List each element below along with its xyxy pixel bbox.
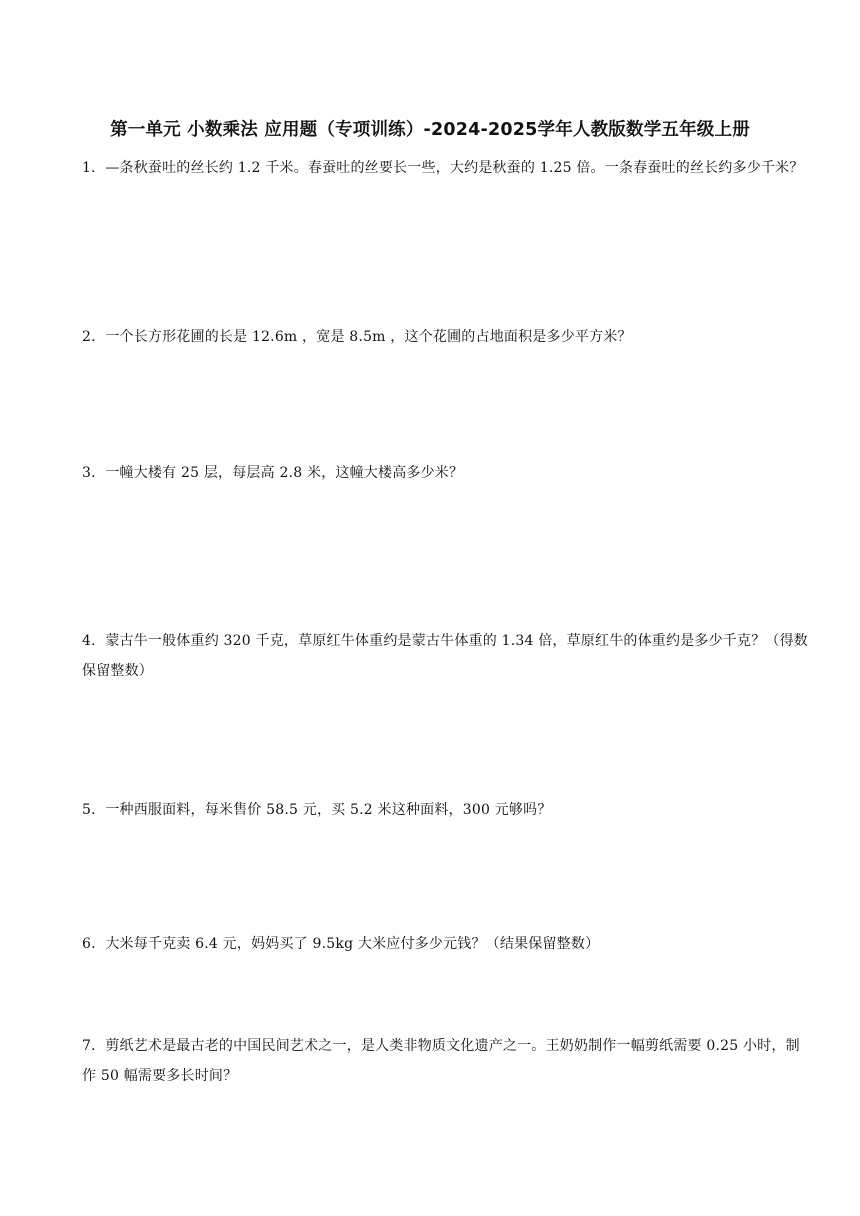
question-text: 一个长方形花圃的长是 12.6m ，宽是 8.5m ，这个花圃的占地面积是多少平方米？ [105,329,632,345]
question-number: 5． [82,802,106,818]
question-number: 1． [82,160,106,176]
question-text: 一幢大楼有 25 层，每层高 2.8 米，这幢大楼高多少米？ [105,465,464,481]
question-5 [82,795,812,825]
question-number: 7． [82,1038,106,1054]
question-4 [82,626,812,686]
question-6 [82,929,812,959]
question-text: 大米每千克卖 6.4 元，妈妈买了 9.5kg 大米应付多少元钱？（结果保留整数） [105,936,600,952]
question-number: 2． [82,329,106,345]
question-text: 剪纸艺术是最古老的中国民间艺术之一，是人类非物质文化遗产之一。王奶奶制作一幅剪纸需要 0.25 小时，制作 50 幅需要多长时间？ [82,1038,800,1084]
question-number: 3． [82,465,106,481]
question-text: —条秋蚕吐的丝长约 1.2 千米。春蚕吐的丝要长一些，大约是秋蚕的 1.25 倍。一条春蚕吐的丝长约多少千米？ [105,160,804,176]
page-title: 第一单元 小数乘法 应用题（专项训练）-2024-2025学年人教版数学五年级上册 [110,120,750,140]
question-text: 蒙古牛一般体重约 320 千克，草原红牛体重约是蒙古牛体重的 1.34 倍，草原红牛的体重约是多少千克？（得数保留整数） [82,633,809,679]
question-number: 6． [82,936,106,952]
question-7 [82,1031,812,1091]
question-number: 4． [82,633,106,649]
question-text: 一种西服面料，每米售价 58.5 元，买 5.2 米这种面料，300 元够吗？ [105,802,552,818]
question-1 [82,153,812,183]
question-3 [82,458,812,488]
question-2 [82,322,812,352]
